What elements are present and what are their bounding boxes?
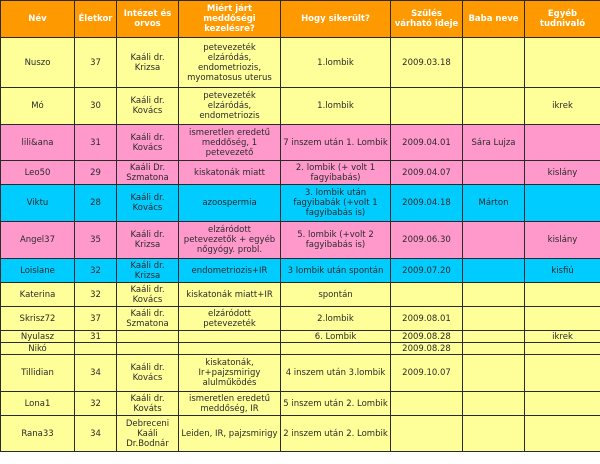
cell-result (281, 343, 391, 355)
cell-name: Viktu (1, 185, 75, 222)
cell-due-date: 2009.03.18 (391, 38, 463, 88)
table-row (1, 38, 600, 88)
cell-baby-name: Márton (463, 185, 525, 222)
cell-name: Nikó (1, 343, 75, 355)
cell-age: 32 (75, 259, 117, 283)
cell-due-date (391, 283, 463, 307)
cell-baby-name (463, 392, 525, 416)
cell-baby-name (463, 161, 525, 185)
cell-due-date (391, 88, 463, 125)
cell-age (75, 343, 117, 355)
cell-reason: kiskatonák miatt (179, 161, 281, 185)
cell-name: Nuszo (1, 38, 75, 88)
cell-baby-name (463, 343, 525, 355)
cell-note (525, 283, 600, 307)
cell-due-date (391, 416, 463, 452)
cell-note (525, 416, 600, 452)
table-row (1, 185, 600, 222)
cell-institute: Kaáli dr. Krizsa (117, 38, 179, 88)
cell-due-date: 2009.04.07 (391, 161, 463, 185)
cell-due-date: 2009.07.20 (391, 259, 463, 283)
cell-age: 34 (75, 416, 117, 452)
cell-reason: petevezeték elzáródás, endometriozis (179, 88, 281, 125)
cell-baby-name (463, 259, 525, 283)
cell-name: Angel37 (1, 222, 75, 259)
cell-institute: Kaáli dr. Szmatona (117, 307, 179, 331)
cell-name: Loislane (1, 259, 75, 283)
cell-due-date: 2009.10.07 (391, 355, 463, 392)
cell-reason: kiskatonák, Ir+pajzsmirigy alulműködés (179, 355, 281, 392)
cell-result: 2.lombik (281, 307, 391, 331)
cell-institute: Kaáli dr. Kovács (117, 88, 179, 125)
cell-age: 32 (75, 392, 117, 416)
table-row (1, 331, 600, 343)
header-ok: Miért járt meddőségi kezelésre? (179, 1, 281, 38)
table-row (1, 125, 600, 161)
cell-result: 1.lombik (281, 38, 391, 88)
header-szules: Szülés várható ideje (391, 1, 463, 38)
cell-due-date: 2009.04.01 (391, 125, 463, 161)
table-row (1, 88, 600, 125)
cell-note (525, 307, 600, 331)
cell-institute (117, 343, 179, 355)
cell-institute (117, 331, 179, 343)
cell-age: 31 (75, 125, 117, 161)
cell-reason: azoospermia (179, 185, 281, 222)
cell-note (525, 185, 600, 222)
cell-age: 30 (75, 88, 117, 125)
cell-note (525, 343, 600, 355)
cell-reason: kiskatonák miatt+IR (179, 283, 281, 307)
cell-note: kisfiú (525, 259, 600, 283)
cell-name: Katerina (1, 283, 75, 307)
cell-name: Skrisz72 (1, 307, 75, 331)
cell-age: 35 (75, 222, 117, 259)
cell-due-date: 2009.06.30 (391, 222, 463, 259)
table-row (1, 416, 600, 452)
cell-note (525, 392, 600, 416)
header-intezet: Intézet és orvos (117, 1, 179, 38)
cell-name: lili&ana (1, 125, 75, 161)
table-row (1, 307, 600, 331)
header-siker: Hogy sikerült? (281, 1, 391, 38)
cell-note (525, 38, 600, 88)
cell-result: 5 inszem után 2. Lombik (281, 392, 391, 416)
cell-baby-name: Sára Lujza (463, 125, 525, 161)
cell-result: spontán (281, 283, 391, 307)
cell-note (525, 355, 600, 392)
header-row (1, 1, 600, 38)
cell-age: 37 (75, 38, 117, 88)
cell-institute: Kaáli dr. Kovács (117, 355, 179, 392)
cell-age: 32 (75, 283, 117, 307)
cell-result: 2. lombik (+ volt 1 fagyibabás) (281, 161, 391, 185)
cell-reason: ismeretlen eredetű meddőség, IR (179, 392, 281, 416)
cell-baby-name (463, 331, 525, 343)
cell-name: Leo50 (1, 161, 75, 185)
cell-age: 31 (75, 331, 117, 343)
table-row (1, 392, 600, 416)
table-row (1, 222, 600, 259)
cell-institute: Kaáli dr. Kovács (117, 125, 179, 161)
cell-reason: ismeretlen eredetű meddőség, 1 petevezető (179, 125, 281, 161)
cell-note: kislány (525, 161, 600, 185)
cell-institute: Debreceni Kaáli Dr.Bodnár (117, 416, 179, 452)
header-egyeb: Egyéb tudnivaló (525, 1, 600, 38)
cell-baby-name (463, 38, 525, 88)
cell-name: Nyulasz (1, 331, 75, 343)
cell-due-date: 2009.04.18 (391, 185, 463, 222)
cell-institute: Kaáli Dr. Szmatona (117, 161, 179, 185)
cell-age: 34 (75, 355, 117, 392)
cell-reason (179, 343, 281, 355)
cell-note: kislány (525, 222, 600, 259)
cell-age: 28 (75, 185, 117, 222)
cell-result: 7 inszem után 1. Lombik (281, 125, 391, 161)
cell-baby-name (463, 307, 525, 331)
cell-name: Lona1 (1, 392, 75, 416)
cell-reason (179, 331, 281, 343)
cell-due-date: 2009.08.28 (391, 331, 463, 343)
cell-institute: Kaáli dr. Krizsa (117, 222, 179, 259)
cell-age: 37 (75, 307, 117, 331)
cell-due-date: 2009.08.28 (391, 343, 463, 355)
cell-note: ikrek (525, 88, 600, 125)
cell-baby-name (463, 416, 525, 452)
cell-result: 6. Lombik (281, 331, 391, 343)
header-baba: Baba neve (463, 1, 525, 38)
header-nev: Név (1, 1, 75, 38)
cell-due-date: 2009.08.01 (391, 307, 463, 331)
cell-note: ikrek (525, 331, 600, 343)
cell-result: 3. lombik után fagyibabák (+volt 1 fagyibabás is) (281, 185, 391, 222)
cell-institute: Kaáli dr. Kovács (117, 185, 179, 222)
table-row (1, 343, 600, 355)
cell-institute: Kaáli dr. Kováts (117, 392, 179, 416)
cell-reason: endometriozis+IR (179, 259, 281, 283)
cell-result: 5. lombik (+volt 2 fagyibabás is) (281, 222, 391, 259)
cell-baby-name (463, 355, 525, 392)
header-eletkor: Életkor (75, 1, 117, 38)
cell-due-date (391, 392, 463, 416)
cell-name: Tillidian (1, 355, 75, 392)
cell-result: 1.lombik (281, 88, 391, 125)
cell-note (525, 125, 600, 161)
table-row (1, 283, 600, 307)
cell-reason: petevezeték elzáródás, endometriozis, myomatosus uterus (179, 38, 281, 88)
cell-age: 29 (75, 161, 117, 185)
cell-institute: Kaáli dr. Krizsa (117, 259, 179, 283)
cell-result: 4 inszem után 3.lombik (281, 355, 391, 392)
cell-baby-name (463, 88, 525, 125)
cell-reason: elzáródott petevezeték (179, 307, 281, 331)
table-row (1, 161, 600, 185)
cell-baby-name (463, 283, 525, 307)
table-row (1, 355, 600, 392)
cell-result: 2 inszem után 2. Lombik (281, 416, 391, 452)
cell-institute: Kaáli dr. Kovács (117, 283, 179, 307)
cell-name: Mó (1, 88, 75, 125)
cell-baby-name (463, 222, 525, 259)
cell-reason: Leiden, IR, pajzsmirigy (179, 416, 281, 452)
table-row (1, 259, 600, 283)
cell-name: Rana33 (1, 416, 75, 452)
cell-result: 3 lombik után spontán (281, 259, 391, 283)
cell-reason: elzáródott petevezetők + egyéb nőgyógy. probl. (179, 222, 281, 259)
